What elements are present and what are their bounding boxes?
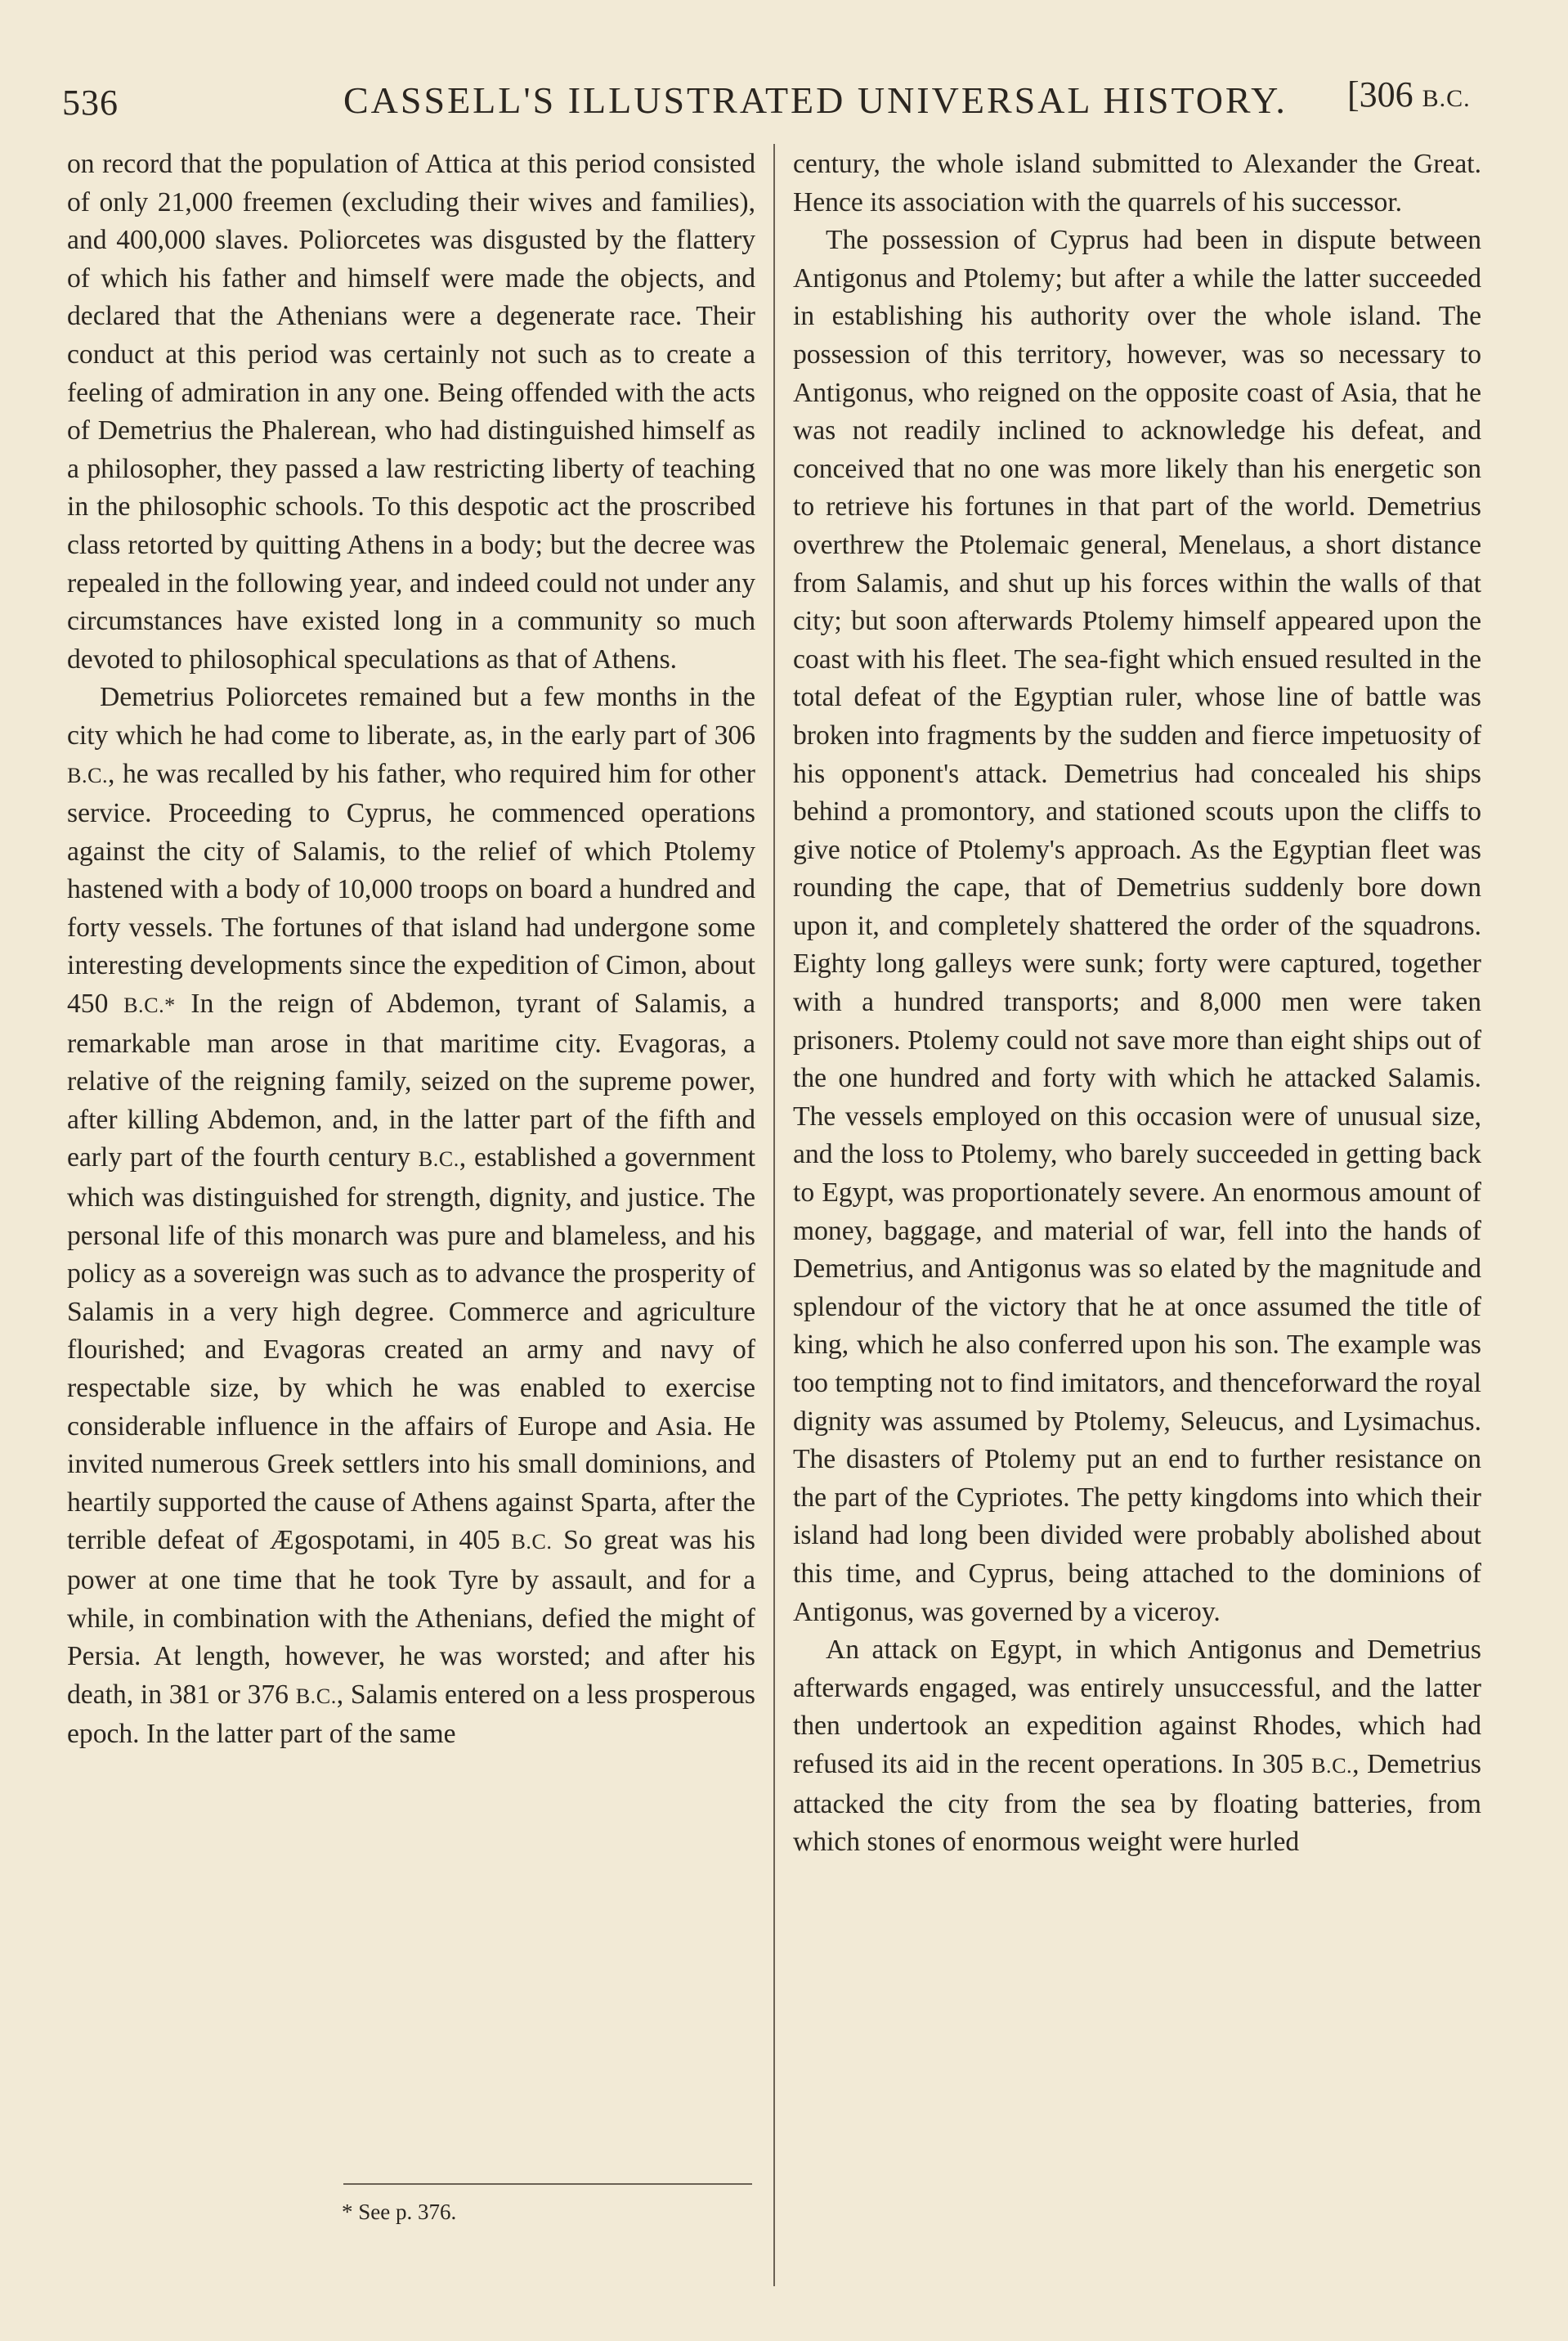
era-abbrev: B.C. bbox=[511, 1530, 553, 1554]
date-era: B.C. bbox=[1422, 85, 1471, 112]
date-bracket: [306 bbox=[1347, 74, 1422, 114]
era-abbrev: B.C. bbox=[1311, 1753, 1353, 1778]
text-run: , he was recalled by his father, who required him for other service. Proceeding to Cyprus, he commenced operations against the city of Salamis, to the relief of which Ptolemy hastened with a body of 10,000 troops on board a hundred and forty vessels. The fortunes of that island had undergone some interesting developments since the expedition of Cimon, about 450 bbox=[67, 758, 755, 1020]
text-run: So great was his power at one time that he took Tyre by assault, and for a while, in combination with the Athenians, defied the might of Persia. At length, however, he was worsted; and after his death, in 381 or 376 bbox=[67, 1525, 755, 1710]
footnote-rule bbox=[343, 2183, 752, 2185]
paragraph bbox=[793, 1631, 1481, 1862]
text-run: , Salamis entered on a less prosperous epoch. In the latter part of the same bbox=[67, 1679, 755, 1750]
text-run: , established a government which was distinguished for strength, dignity, and justice. The personal life of this monarch was pure and blameless, and his policy as a sovereign was such as to advance the prosperity of Salamis in a very high degree. Commerce and agriculture flourished; and Evagoras created an army and navy of respectable size, by which he was enabled to exercise considerable influence in the affairs of Europe and Asia. He invited numerous Greek settlers into his small dominions, and heartily supported the cause of Athens against Sparta, after the terrible defeat of Ægospotami, in 405 bbox=[67, 1142, 755, 1556]
page-number: 536 bbox=[62, 83, 119, 123]
left-column bbox=[67, 146, 755, 1754]
text-run: Demetrius Poliorcetes remained but a few months in the city which he had come to liberate, as, in the early part of 306 bbox=[67, 682, 755, 751]
era-abbrev: B.C. bbox=[295, 1684, 337, 1708]
text-run: An attack on Egypt, in which Antigonus and Demetrius afterwards engaged, was entirely unsuccessful, and the latter then undertook an expedition against Rhodes, which had refused its aid in the recent operations. In 305 bbox=[793, 1635, 1481, 1779]
paragraph bbox=[67, 679, 755, 1754]
era-abbrev: B.C.* bbox=[123, 993, 176, 1018]
running-title: CASSELL'S ILLUSTRATED UNIVERSAL HISTORY. bbox=[343, 79, 1288, 121]
footnote: * See p. 376. bbox=[342, 2200, 457, 2224]
text-run: , Demetrius attacked the city from the sea by floating batteries, from which stones of enormous weight were hurled bbox=[793, 1748, 1481, 1858]
era-abbrev: B.C. bbox=[67, 763, 109, 787]
page-header bbox=[0, 67, 1568, 124]
paragraph: The possession of Cyprus had been in dispute between Antigonus and Ptolemy; but after a while the latter succeeded in establishing his authority over the whole island. The possession of this territory, however, was so necessary to Antigonus, who reigned on the opposite coast of Asia, that he was not readily inclined to acknowledge his defeat, and conceived that no one was more likely than his energetic son to retrieve his fortunes in that part of the world. Demetrius overthrew the Ptolemaic general, Menelaus, a short distance from Salamis, and shut up his forces within the walls of that city; but soon afterwards Ptolemy himself appeared upon the coast with his fleet. The sea-fight which ensued resulted in the total defeat of the Egyptian ruler, whose line of battle was broken into fragments by the sudden and fierce impetuosity of his opponent's attack. Demetrius had concealed his ships behind a promontory, and stationed scouts upon the cliffs to give notice of Ptolemy's approach. As the Egyptian fleet was rounding the cape, that of Demetrius suddenly bore down upon it, and completely shattered the order of the squadrons. Eighty long galleys were sunk; forty were captured, together with a hundred transports; and 8,000 men were taken prisoners. Ptolemy could not save more than eight ships out of the one hundred and forty with which he attacked Salamis. The vessels employed on this occasion were of unusual size, and the loss to Ptolemy, who barely succeeded in getting back to Egypt, was proportionately severe. An enormous amount of money, baggage, and material of war, fell into the hands of Demetrius, and Antigonus was so elated by the magnitude and splendour of the victory that he at once assumed the title of king, which he also conferred upon his son. The example was too tempting not to find imitators, and thenceforward the royal dignity was assumed by Ptolemy, Seleucus, and Lysimachus. The disasters of Ptolemy put an end to further resistance on the part of the Cypriotes. The petty kingdoms into which their island had long been divided were probably abolished about this time, and Cyprus, being attached to the dominions of Antigonus, was governed by a viceroy. bbox=[793, 225, 1481, 1627]
text-run: In the reign of Abdemon, tyrant of Salamis, a remarkable man arose in that maritime city. Evagoras, a relative of the reigning family, seized on the supreme power, after killing Abdemon, and, in the latter part of the fifth and early part of the fourth century bbox=[67, 989, 755, 1173]
paragraph: century, the whole island submitted to Alexander the Great. Hence its association with the quarrels of his successor. bbox=[793, 149, 1481, 218]
column-divider bbox=[773, 144, 775, 2286]
right-column bbox=[793, 146, 1481, 1862]
era-abbrev: B.C. bbox=[418, 1147, 459, 1172]
date-tag bbox=[1347, 74, 1471, 115]
paragraph: on record that the population of Attica at this period consisted of only 21,000 freemen (excluding their wives and families), and 400,000 slaves. Poliorcetes was disgusted by the flattery of which his father and himself were made the objects, and declared that the Athenians were a degenerate race. Their conduct at this period was certainly not such as to create a feeling of admiration in any one. Being offended with the acts of Demetrius the Phalerean, who had distinguished himself as a philosopher, they passed a law restricting liberty of teaching in the philosophic schools. To this despotic act the proscribed class retorted by quitting Athens in a body; but the decree was repealed in the following year, and indeed could not under any circumstances have existed long in a community so much devoted to philosophical speculations as that of Athens. bbox=[67, 149, 755, 675]
